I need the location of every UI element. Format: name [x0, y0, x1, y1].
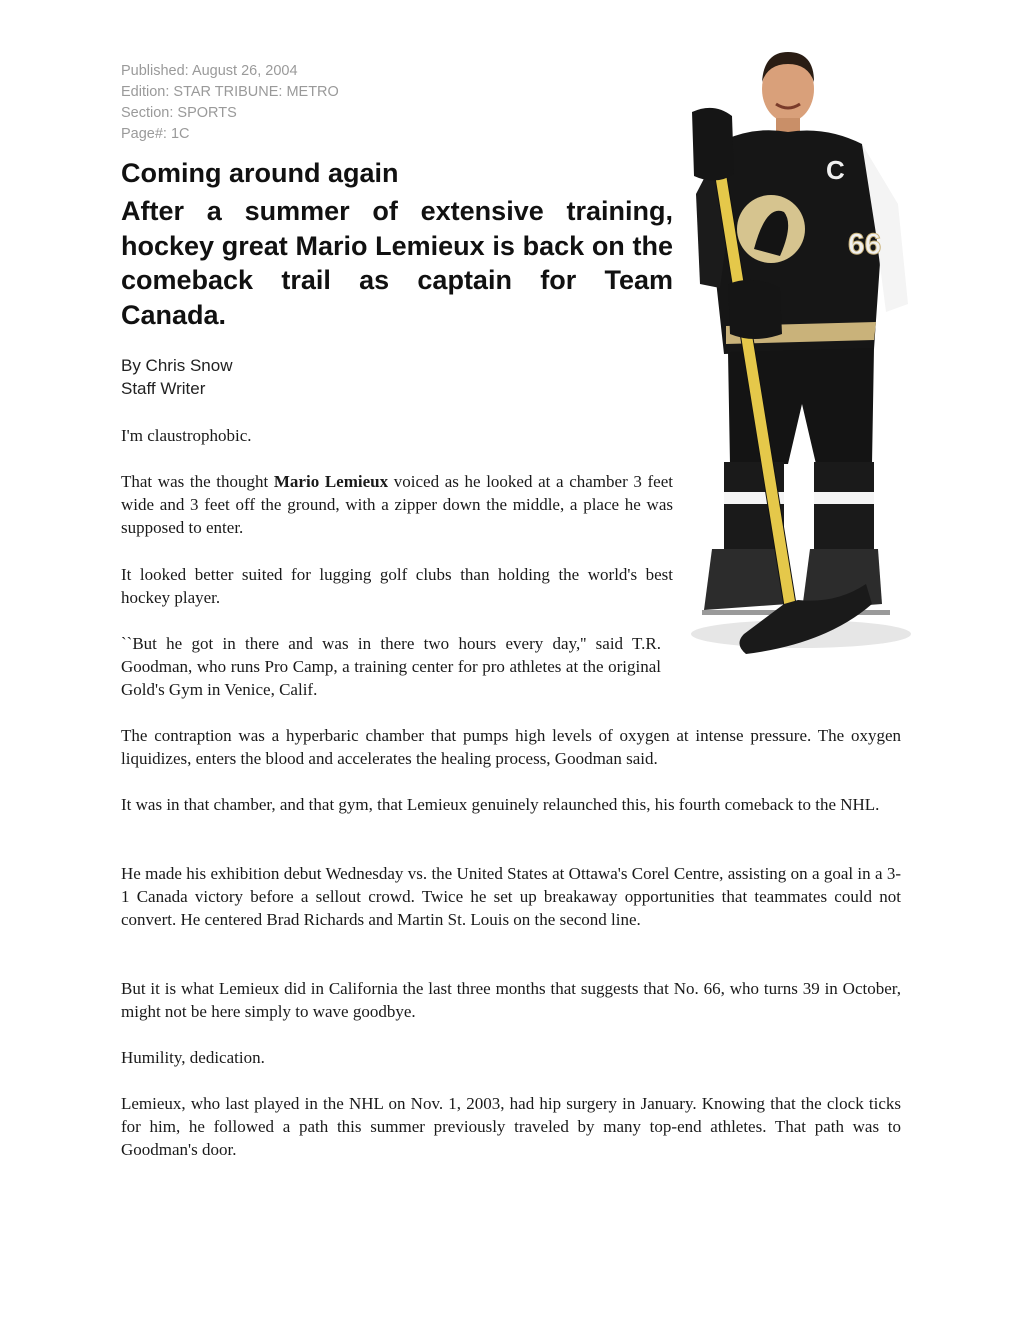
left-glove	[692, 108, 734, 181]
paragraph-6: It was in that chamber, and that gym, that Lemieux genuinely relaunched this, his fourth comeback to the NHL.	[121, 795, 880, 814]
player-name-bold: Mario Lemieux	[273, 472, 389, 491]
deck-subheadline: After a summer of extensive training, hockey great Mario Lemieux is back on the comeback trail as captain for Team Canada.	[121, 196, 673, 330]
publication-metadata	[121, 61, 441, 145]
paragraph-2-rest: voiced as he looked at a chamber 3 feet wide and 3 feet off the ground, with a zipper down the middle, a place he was supposed to enter.	[121, 472, 673, 537]
published-date: Published: August 26, 2004	[121, 63, 298, 79]
player-photo	[676, 44, 926, 664]
headline: Coming around again	[121, 158, 399, 188]
paragraph-3: It looked better suited for lugging golf clubs than holding the world's best hockey player.	[121, 565, 673, 607]
paragraph-5: The contraption was a hyperbaric chamber that pumps high levels of oxygen at intense pressure. The oxygen liquidizes, enters the blood and accelerates the healing process, Goodman said.	[121, 726, 901, 768]
paragraph-7: He made his exhibition debut Wednesday vs. the United States at Ottawa's Corel Centre, assisting on a goal in a 3-1 Canada victory before a sellout crowd. Twice he set up breakaway opportunities that teammates could not convert. He centered Brad Richards and Martin St. Louis on the second line.	[121, 864, 901, 929]
section: Section: SPORTS	[121, 105, 237, 121]
paragraph-10: Lemieux, who last played in the NHL on Nov. 1, 2003, had hip surgery in January. Knowing that the clock ticks for him, he followed a path this summer previously traveled by many top-end athletes. That path was to Goodman's door.	[121, 1094, 901, 1159]
right-glove	[728, 280, 782, 339]
jersey-number: 66	[848, 228, 882, 261]
page-number: Page#: 1C	[121, 126, 190, 142]
right-sock-stripe	[814, 492, 874, 504]
paragraph-2-lead: That was the thought	[121, 472, 274, 491]
paragraph-9: Humility, dedication.	[121, 1048, 265, 1067]
paragraph-4: ``But he got in there and was in there two hours every day,'' said T.R. Goodman, who runs Pro Camp, a training center for pro athletes at the original Gold's Gym in Venice, Calif.	[121, 634, 661, 699]
author-name: By Chris Snow	[121, 356, 233, 375]
paragraph-2	[121, 470, 673, 539]
right-sock	[814, 462, 874, 552]
left-skate	[704, 549, 788, 610]
paragraph-8: But it is what Lemieux did in California the last three months that suggests that No. 66, who turns 39 in October, might not be here simply to wave goodbye.	[121, 979, 901, 1021]
paragraph-1: I'm claustrophobic.	[121, 426, 252, 445]
author-role: Staff Writer	[121, 379, 206, 398]
edition: Edition: STAR TRIBUNE: METRO	[121, 84, 339, 100]
captain-letter: C	[826, 155, 845, 185]
byline	[121, 354, 421, 400]
